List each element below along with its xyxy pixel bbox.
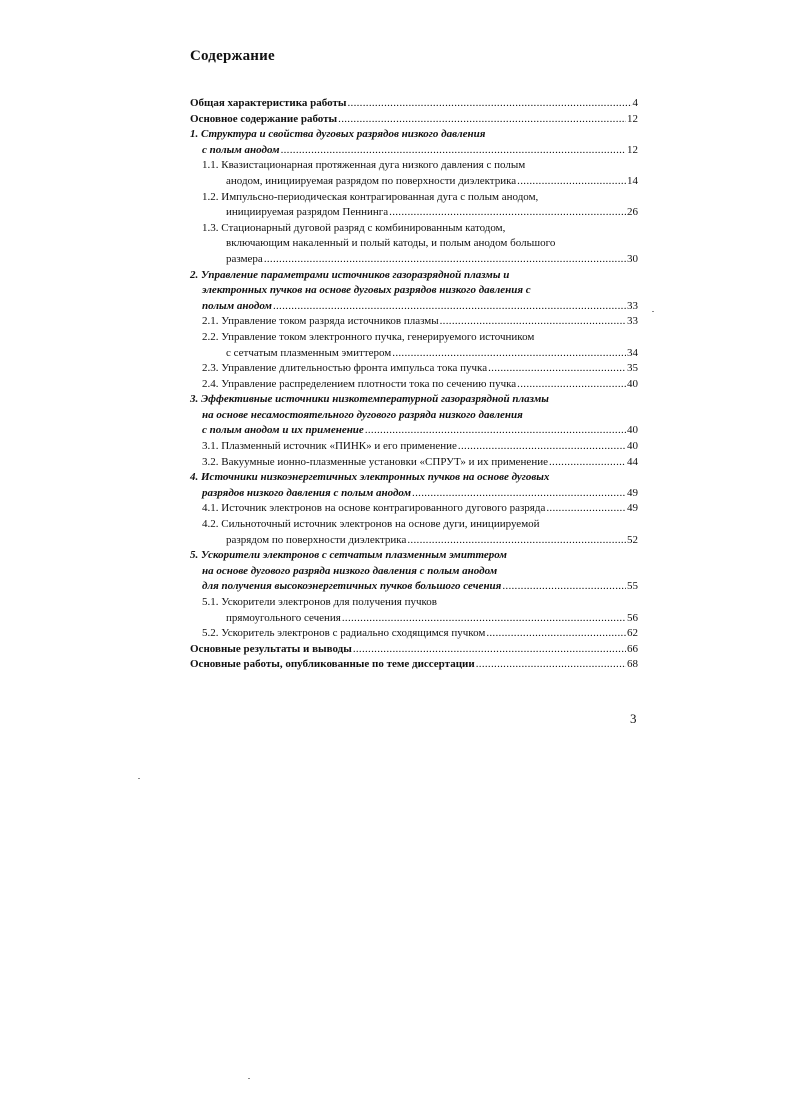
toc-entry[interactable] <box>190 626 638 642</box>
toc-entry[interactable] <box>190 392 638 439</box>
toc-page-number: 49 <box>627 486 638 499</box>
toc-entry-text: с сетчатым плазменным эмиттером <box>226 346 392 359</box>
toc-entry[interactable] <box>190 455 638 471</box>
toc-entry-text: 3.2. Вакуумные ионно-плазменные установки «СПРУТ» и их применение <box>202 455 548 468</box>
toc-page-number: 49 <box>627 502 638 515</box>
dot-leader <box>476 657 626 673</box>
toc-entry[interactable] <box>190 96 638 112</box>
dot-leader <box>458 439 626 455</box>
toc-entry-text: на основе дугового разряда низкого давления с полым анодом <box>202 564 498 577</box>
toc-page-number: 55 <box>627 580 638 593</box>
toc-page-number: 66 <box>627 642 638 655</box>
toc-entry[interactable] <box>190 470 638 501</box>
dot-leader <box>353 642 626 658</box>
toc-entry-text: инициируемая разрядом Пеннинга <box>226 206 389 219</box>
dot-leader <box>392 346 626 362</box>
toc-entry-text: 1.1. Квазистационарная протяженная дуга низкого давления с полым <box>202 159 526 172</box>
toc-entry-text: 3.1. Плазменный источник «ПИНК» и его применение <box>202 440 457 453</box>
toc-entry-text: с полым анодом и их применение <box>202 424 364 437</box>
toc-entry-text: размера <box>226 252 263 265</box>
toc-entry[interactable] <box>190 127 638 158</box>
scan-speck <box>248 1078 250 1079</box>
toc-entry[interactable] <box>190 112 638 128</box>
toc-page-number: 40 <box>627 440 638 453</box>
dot-leader <box>412 486 626 502</box>
toc-entry[interactable] <box>190 377 638 393</box>
toc-entry[interactable] <box>190 517 638 548</box>
toc-entry-text: 1.3. Стационарный дуговой разряд с комбинированным катодом, <box>202 221 506 234</box>
toc-page-number: 26 <box>627 206 638 219</box>
toc-entry-text: 3. Эффективные источники низкотемпературной газоразрядной плазмы <box>190 393 549 406</box>
toc-entry-text: разрядом по поверхности диэлектрика <box>226 533 407 546</box>
toc-entry[interactable] <box>190 439 638 455</box>
dot-leader <box>440 314 626 330</box>
toc-entry-text: Общая характеристика работы <box>190 97 347 109</box>
toc-entry[interactable] <box>190 221 638 268</box>
toc-entry-text: 1. Структура и свойства дуговых разрядов низкого давления <box>190 128 486 141</box>
toc-entry-text: 4.1. Источник электронов на основе контрагированного дугового разряда <box>202 502 546 515</box>
toc-entry-text: электронных пучков на основе дуговых разрядов низкого давления с <box>202 284 531 297</box>
page-number: 3 <box>630 711 637 726</box>
dot-leader <box>546 501 626 517</box>
toc-entry-text: Основные работы, опубликованные по теме диссертации <box>190 658 475 671</box>
toc-entry[interactable] <box>190 330 638 361</box>
toc-entry[interactable] <box>190 268 638 315</box>
page-title: Содержание <box>190 48 275 64</box>
toc-entry-text: 2.4. Управление распределением плотности тока по сечению пучка <box>202 377 517 390</box>
toc-page-number: 40 <box>627 377 638 390</box>
toc-page-number: 33 <box>627 315 638 328</box>
toc-page-number: 68 <box>627 658 638 671</box>
toc-entry[interactable] <box>190 361 638 377</box>
toc-entry-text: для получения высокоэнергетичных пучков большого сечения <box>202 580 502 593</box>
toc-page-number: 35 <box>627 362 638 375</box>
toc-entry-text: 2.3. Управление длительностью фронта импульса тока пучка <box>202 362 488 375</box>
dot-leader <box>486 626 626 642</box>
dot-leader <box>389 205 626 221</box>
toc-page-number: 52 <box>627 533 638 546</box>
toc-page-number: 44 <box>627 455 638 468</box>
dot-leader <box>502 579 626 595</box>
scan-speck <box>138 778 140 779</box>
toc-entry-text: 5.2. Ускоритель электронов с радиально сходящимся пучком <box>202 627 486 640</box>
toc-entry[interactable] <box>190 548 638 595</box>
toc-page-number: 33 <box>627 299 638 312</box>
toc-entry-text: 4. Источники низкоэнергетичных электронных пучков на основе дуговых <box>190 471 550 484</box>
toc-entry-text: Основные результаты и выводы <box>190 642 352 655</box>
toc-page-number: 40 <box>627 424 638 437</box>
toc-entry-text: 2.2. Управление током электронного пучка, генерируемого источником <box>202 330 535 343</box>
toc-entry-text: полым анодом <box>202 299 272 312</box>
dot-leader <box>517 174 626 190</box>
toc-entry-text: прямоугольного сечения <box>226 611 341 624</box>
toc-entry-text: анодом, инициируемая разрядом по поверхности диэлектрика <box>226 174 517 187</box>
toc-entry[interactable] <box>190 314 638 330</box>
dot-leader <box>488 361 626 377</box>
toc-entry-text: разрядов низкого давления с полым анодом <box>202 486 412 499</box>
dot-leader <box>338 112 626 128</box>
dot-leader <box>264 252 626 268</box>
toc-entry-text: 5.1. Ускорители электронов для получения пучков <box>202 596 437 608</box>
toc-page-number: 12 <box>627 112 638 125</box>
toc-page-number: 56 <box>627 611 638 624</box>
toc-page-number: 12 <box>627 143 638 156</box>
dot-leader <box>342 611 626 627</box>
toc-entry-text: на основе несамостоятельного дугового разряда низкого давления <box>202 408 523 421</box>
toc-entry-text: Основное содержание работы <box>190 112 338 125</box>
dot-leader <box>365 423 626 439</box>
table-of-contents <box>190 96 638 673</box>
dot-leader <box>549 455 626 471</box>
scan-speck <box>652 311 654 312</box>
dot-leader <box>407 533 626 549</box>
dot-leader <box>347 96 631 112</box>
toc-entry-text: с полым анодом <box>202 143 280 156</box>
toc-entry[interactable] <box>190 642 638 658</box>
toc-entry-text: 1.2. Импульсно-периодическая контрагированная дуга с полым анодом, <box>202 190 539 203</box>
toc-page-number: 30 <box>627 252 638 265</box>
toc-page-number: 14 <box>627 174 638 187</box>
toc-page-number: 34 <box>627 346 638 359</box>
toc-entry[interactable] <box>190 657 638 673</box>
toc-entry-text: 4.2. Сильноточный источник электронов на основе дуги, инициируемой <box>202 518 540 531</box>
dot-leader <box>273 299 626 315</box>
toc-entry[interactable] <box>190 190 638 221</box>
toc-entry[interactable] <box>190 595 638 626</box>
toc-entry-text: включающим накаленный и полый катоды, и полым анодом большого <box>226 237 556 250</box>
toc-page-number: 62 <box>627 627 638 640</box>
toc-page-number: 4 <box>632 97 638 109</box>
dot-leader <box>281 143 626 159</box>
toc-entry[interactable] <box>190 501 638 517</box>
dot-leader <box>517 377 626 393</box>
toc-entry-text: 5. Ускорители электронов с сетчатым плазменным эмиттером <box>190 549 507 562</box>
toc-entry[interactable] <box>190 158 638 189</box>
toc-entry-text: 2.1. Управление током разряда источников плазмы <box>202 315 439 328</box>
toc-entry-text: 2. Управление параметрами источников газоразрядной плазмы и <box>190 268 510 281</box>
